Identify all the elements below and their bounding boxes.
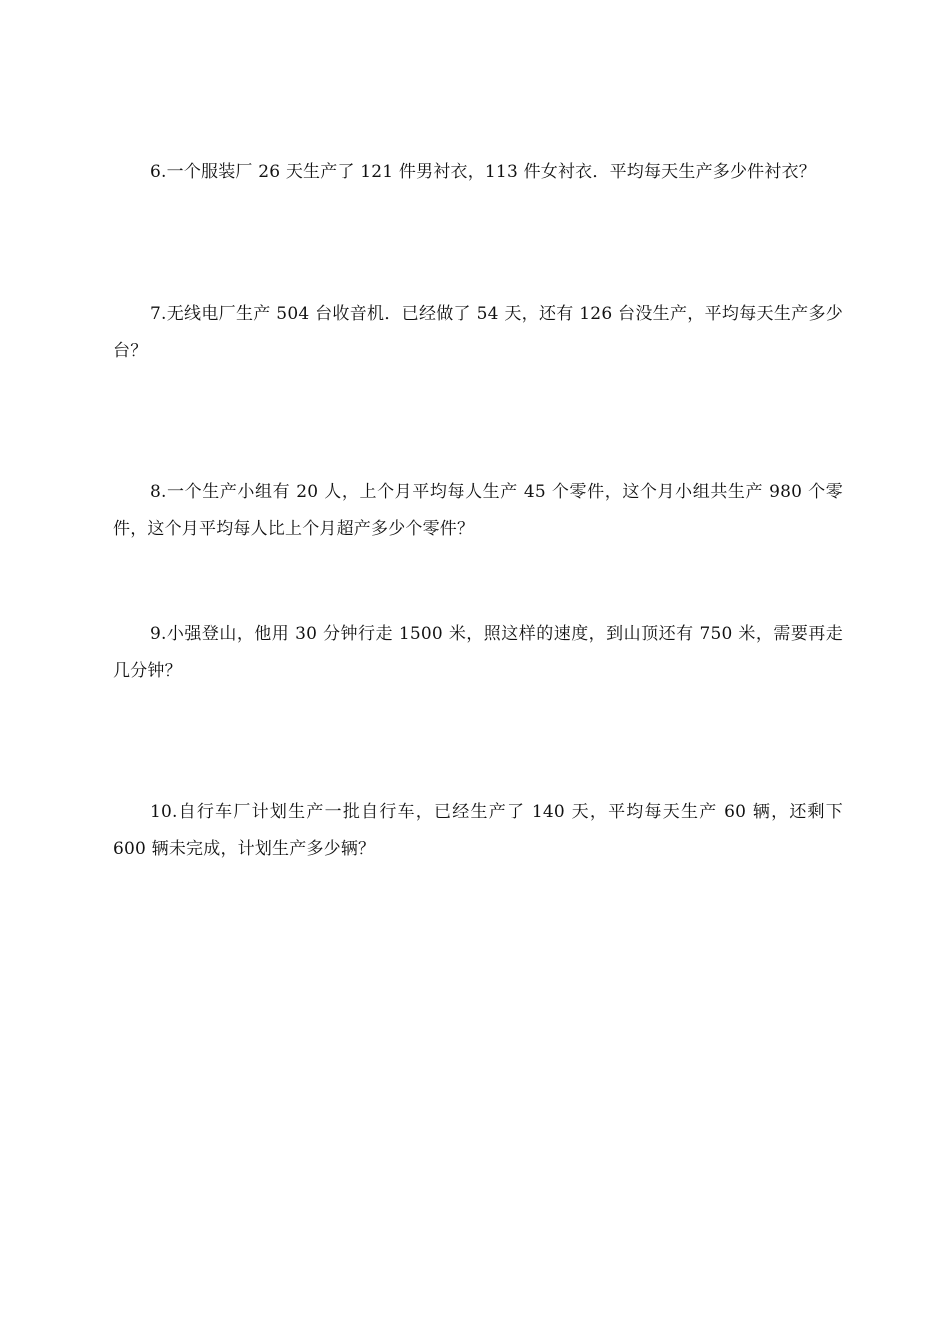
question-7: 7.无线电厂生产 504 台收音机．已经做了 54 天，还有 126 台没生产，平均每天生产多少台？ — [113, 304, 843, 361]
question-10: 10.自行车厂计划生产一批自行车，已经生产了 140 天，平均每天生产 60 辆，还剩下 600 辆未完成，计划生产多少辆？ — [113, 802, 843, 859]
question-8: 8.一个生产小组有 20 人，上个月平均每人生产 45 个零件，这个月小组共生产 980 个零件，这个月平均每人比上个月超产多少个零件？ — [113, 482, 843, 539]
question-6: 6.一个服装厂 26 天生产了 121 件男衬衣，113 件女衬衣．平均每天生产多少件衬衣？ — [150, 162, 816, 182]
question-9: 9.小强登山，他用 30 分钟行走 1500 米，照这样的速度，到山顶还有 750 米，需要再走几分钟？ — [113, 624, 843, 681]
